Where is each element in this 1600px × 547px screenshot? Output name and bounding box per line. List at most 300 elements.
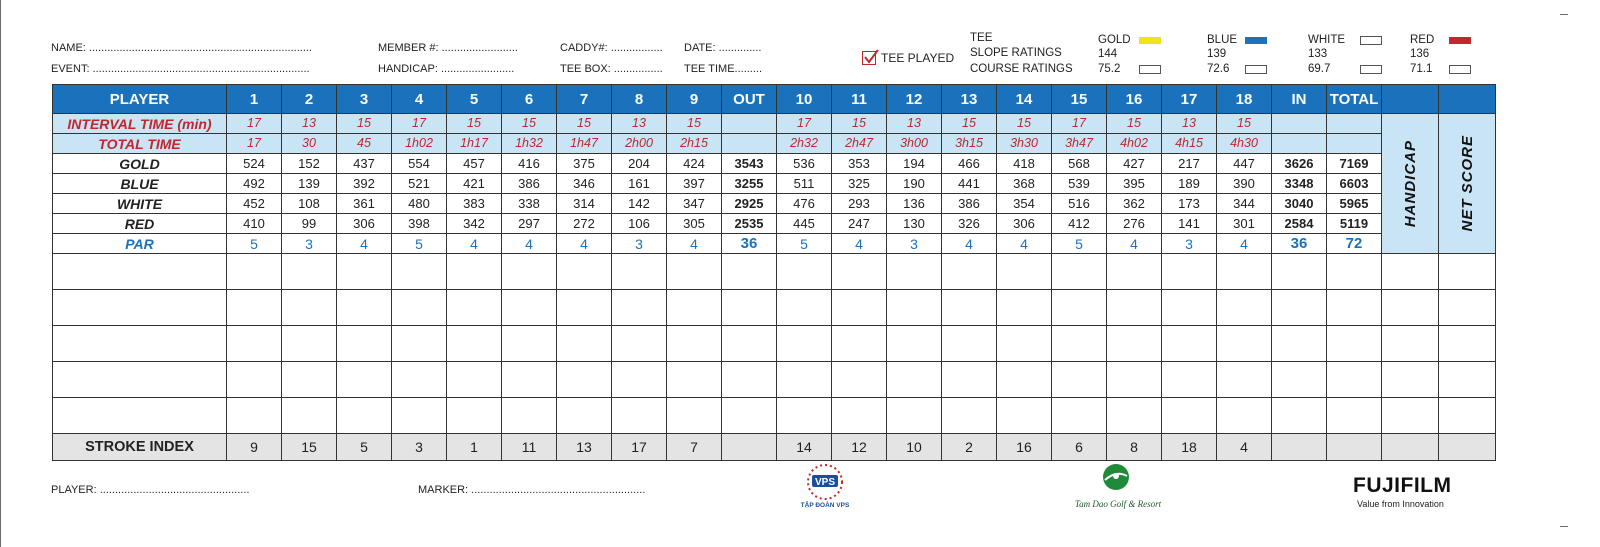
player-name-cell[interactable] bbox=[53, 254, 227, 290]
score-cell[interactable] bbox=[1162, 326, 1217, 362]
stroke-index-label: STROKE INDEX bbox=[53, 434, 227, 461]
red-tee-name: RED bbox=[1410, 34, 1435, 46]
score-cell[interactable] bbox=[1162, 398, 1217, 434]
total-time-cell: 4h02 bbox=[1107, 134, 1162, 154]
white-course: 69.7 bbox=[1308, 63, 1331, 75]
yardage-cell: 361 bbox=[337, 194, 392, 214]
hole-number-header: 5 bbox=[447, 85, 502, 114]
score-cell[interactable] bbox=[1107, 254, 1162, 290]
yardage-cell: 190 bbox=[887, 174, 942, 194]
tee-played-checkbox[interactable] bbox=[862, 51, 876, 65]
score-cell[interactable] bbox=[1272, 254, 1327, 290]
yardage-cell: 247 bbox=[832, 214, 887, 234]
interval-cell: 13 bbox=[612, 114, 667, 134]
par-cell: 3 bbox=[612, 234, 667, 254]
hole-number-header: 11 bbox=[832, 85, 887, 114]
score-cell[interactable] bbox=[392, 362, 447, 398]
tee-time-field[interactable]: TEE TIME......... bbox=[684, 63, 763, 75]
hole-number-header: 4 bbox=[392, 85, 447, 114]
par-cell: 4 bbox=[832, 234, 887, 254]
score-cell[interactable] bbox=[1327, 398, 1382, 434]
yardage-cell: 314 bbox=[557, 194, 612, 214]
yardage-cell: 362 bbox=[1107, 194, 1162, 214]
par-cell: 5 bbox=[1052, 234, 1107, 254]
score-cell[interactable] bbox=[282, 290, 337, 326]
total-time-cell: 2h15 bbox=[667, 134, 722, 154]
player-name-cell[interactable] bbox=[53, 362, 227, 398]
score-cell[interactable] bbox=[1382, 254, 1439, 290]
yardage-cell: 136 bbox=[887, 194, 942, 214]
out-par: 36 bbox=[722, 234, 777, 254]
score-cell[interactable] bbox=[282, 362, 337, 398]
score-cell[interactable] bbox=[997, 326, 1052, 362]
score-cell[interactable] bbox=[502, 254, 557, 290]
score-cell[interactable] bbox=[612, 362, 667, 398]
interval-cell: 15 bbox=[502, 114, 557, 134]
in-yardage: 3626 bbox=[1272, 154, 1327, 174]
player-signature-field[interactable]: PLAYER: ................................................. bbox=[51, 484, 250, 496]
score-cell[interactable] bbox=[722, 254, 777, 290]
page-edge-left bbox=[0, 0, 1, 547]
score-cell[interactable] bbox=[997, 254, 1052, 290]
yardage-cell: 480 bbox=[392, 194, 447, 214]
score-cell[interactable] bbox=[557, 362, 612, 398]
score-cell[interactable] bbox=[1217, 362, 1272, 398]
yardage-cell: 306 bbox=[997, 214, 1052, 234]
hole-number-header: 2 bbox=[282, 85, 337, 114]
yardage-cell: 297 bbox=[502, 214, 557, 234]
yardage-cell: 152 bbox=[282, 154, 337, 174]
yardage-cell: 397 bbox=[667, 174, 722, 194]
yardage-row-blue bbox=[53, 174, 1496, 194]
score-cell[interactable] bbox=[997, 362, 1052, 398]
score-cell[interactable] bbox=[227, 362, 282, 398]
stroke-index-cell: 10 bbox=[887, 434, 942, 461]
score-entry-row bbox=[53, 326, 1496, 362]
score-cell[interactable] bbox=[1327, 290, 1382, 326]
yardage-cell: 173 bbox=[1162, 194, 1217, 214]
total-time-cell: 2h47 bbox=[832, 134, 887, 154]
score-cell[interactable] bbox=[1327, 326, 1382, 362]
stroke-index-cell: 7 bbox=[667, 434, 722, 461]
score-cell[interactable] bbox=[447, 362, 502, 398]
yardage-cell: 344 bbox=[1217, 194, 1272, 214]
yardage-cell: 457 bbox=[447, 154, 502, 174]
blue-slope: 139 bbox=[1207, 48, 1227, 60]
stroke-index-cell: 18 bbox=[1162, 434, 1217, 461]
red-slope: 136 bbox=[1410, 48, 1430, 60]
total-time-total-blank bbox=[1327, 134, 1382, 154]
hole-number-header: 10 bbox=[777, 85, 832, 114]
yardage-cell: 276 bbox=[1107, 214, 1162, 234]
score-cell[interactable] bbox=[502, 326, 557, 362]
total-time-cell: 2h32 bbox=[777, 134, 832, 154]
yardage-cell: 452 bbox=[227, 194, 282, 214]
score-cell[interactable] bbox=[447, 398, 502, 434]
score-cell[interactable] bbox=[997, 398, 1052, 434]
score-cell[interactable] bbox=[1382, 290, 1439, 326]
interval-cell: 15 bbox=[557, 114, 612, 134]
tee-label: BLUE bbox=[53, 174, 227, 194]
yardage-cell: 437 bbox=[337, 154, 392, 174]
score-cell[interactable] bbox=[777, 326, 832, 362]
total-time-cell: 30 bbox=[282, 134, 337, 154]
score-cell[interactable] bbox=[227, 326, 282, 362]
total-time-cell: 1h02 bbox=[392, 134, 447, 154]
in-header: IN bbox=[1272, 85, 1327, 114]
score-cell[interactable] bbox=[667, 326, 722, 362]
stroke-index-cell: 1 bbox=[447, 434, 502, 461]
stroke-index-cell: 8 bbox=[1107, 434, 1162, 461]
total-yardage: 7169 bbox=[1327, 154, 1382, 174]
interval-cell: 17 bbox=[227, 114, 282, 134]
score-cell[interactable] bbox=[887, 254, 942, 290]
name-field[interactable]: NAME: ......................................................................... bbox=[51, 42, 312, 54]
gold-slope: 144 bbox=[1098, 48, 1118, 60]
score-cell[interactable] bbox=[392, 290, 447, 326]
score-cell[interactable] bbox=[997, 290, 1052, 326]
score-cell[interactable] bbox=[502, 362, 557, 398]
yardage-cell: 524 bbox=[227, 154, 282, 174]
interval-cell: 15 bbox=[832, 114, 887, 134]
yardage-cell: 108 bbox=[282, 194, 337, 214]
score-cell[interactable] bbox=[1217, 290, 1272, 326]
score-cell[interactable] bbox=[1439, 398, 1496, 434]
out-header: OUT bbox=[722, 85, 777, 114]
par-cell: 4 bbox=[942, 234, 997, 254]
tee-row-label: TEE bbox=[970, 32, 993, 44]
red-course-box bbox=[1449, 65, 1471, 74]
yardage-cell: 386 bbox=[942, 194, 997, 214]
total-time-cell: 2h00 bbox=[612, 134, 667, 154]
slope-row-label: SLOPE RATINGS bbox=[970, 47, 1062, 59]
interval-cell: 15 bbox=[667, 114, 722, 134]
stroke-index-cell: 2 bbox=[942, 434, 997, 461]
total-time-cell: 1h32 bbox=[502, 134, 557, 154]
score-cell[interactable] bbox=[1382, 326, 1439, 362]
interval-cell: 15 bbox=[997, 114, 1052, 134]
handicap-field[interactable]: HANDICAP: ........................ bbox=[378, 63, 515, 75]
gold-course: 75.2 bbox=[1098, 63, 1121, 75]
score-cell[interactable] bbox=[1327, 254, 1382, 290]
score-cell[interactable] bbox=[777, 398, 832, 434]
interval-cell: 15 bbox=[1217, 114, 1272, 134]
white-course-box bbox=[1360, 65, 1382, 74]
score-cell[interactable] bbox=[447, 290, 502, 326]
score-cell[interactable] bbox=[337, 398, 392, 434]
score-cell[interactable] bbox=[557, 254, 612, 290]
score-cell[interactable] bbox=[1052, 254, 1107, 290]
member-field[interactable]: MEMBER #: ......................... bbox=[378, 42, 518, 54]
yardage-cell: 204 bbox=[612, 154, 667, 174]
player-name-cell[interactable] bbox=[53, 290, 227, 326]
player-name-cell[interactable] bbox=[53, 326, 227, 362]
event-field[interactable]: EVENT: ....................................................................... bbox=[51, 63, 310, 75]
yardage-cell: 383 bbox=[447, 194, 502, 214]
yardage-cell: 492 bbox=[227, 174, 282, 194]
total-yardage: 5119 bbox=[1327, 214, 1382, 234]
fujifilm-tagline: Value from Innovation bbox=[1357, 499, 1444, 509]
total-time-in-blank bbox=[1272, 134, 1327, 154]
score-cell[interactable] bbox=[227, 398, 282, 434]
player-header: PLAYER bbox=[53, 85, 227, 114]
score-cell[interactable] bbox=[392, 254, 447, 290]
score-cell[interactable] bbox=[777, 362, 832, 398]
stroke-index-cell: 14 bbox=[777, 434, 832, 461]
yardage-cell: 106 bbox=[612, 214, 667, 234]
interval-cell: 17 bbox=[392, 114, 447, 134]
score-cell[interactable] bbox=[942, 290, 997, 326]
gold-tee-name: GOLD bbox=[1098, 34, 1131, 46]
yardage-cell: 272 bbox=[557, 214, 612, 234]
interval-time-label: INTERVAL TIME (min) bbox=[53, 114, 227, 134]
yardage-cell: 416 bbox=[502, 154, 557, 174]
yardage-cell: 346 bbox=[557, 174, 612, 194]
yardage-cell: 305 bbox=[667, 214, 722, 234]
score-cell[interactable] bbox=[1439, 290, 1496, 326]
score-cell[interactable] bbox=[887, 398, 942, 434]
vps-logo-text: VPS bbox=[814, 477, 836, 488]
stroke-index-cell: 15 bbox=[282, 434, 337, 461]
score-cell[interactable] bbox=[722, 398, 777, 434]
course-row-label: COURSE RATINGS bbox=[970, 63, 1073, 75]
score-cell[interactable] bbox=[1052, 398, 1107, 434]
yardage-cell: 445 bbox=[777, 214, 832, 234]
score-cell[interactable] bbox=[612, 326, 667, 362]
blue-course: 72.6 bbox=[1207, 63, 1230, 75]
yardage-cell: 142 bbox=[612, 194, 667, 214]
score-cell[interactable] bbox=[667, 362, 722, 398]
score-cell[interactable] bbox=[557, 290, 612, 326]
out-yardage: 2925 bbox=[722, 194, 777, 214]
score-cell[interactable] bbox=[1439, 326, 1496, 362]
interval-cell: 17 bbox=[777, 114, 832, 134]
gold-course-box bbox=[1139, 65, 1161, 74]
par-cell: 4 bbox=[337, 234, 392, 254]
score-cell[interactable] bbox=[392, 398, 447, 434]
score-cell[interactable] bbox=[942, 362, 997, 398]
stroke-index-total-blank bbox=[1327, 434, 1382, 461]
score-cell[interactable] bbox=[887, 290, 942, 326]
score-cell[interactable] bbox=[1382, 362, 1439, 398]
yardage-cell: 293 bbox=[832, 194, 887, 214]
hole-number-header: 12 bbox=[887, 85, 942, 114]
score-cell[interactable] bbox=[1272, 290, 1327, 326]
stroke-index-cell: 3 bbox=[392, 434, 447, 461]
score-cell[interactable] bbox=[612, 290, 667, 326]
interval-out-blank bbox=[722, 114, 777, 134]
par-cell: 4 bbox=[997, 234, 1052, 254]
hole-number-header: 14 bbox=[997, 85, 1052, 114]
yardage-cell: 476 bbox=[777, 194, 832, 214]
total-time-cell: 17 bbox=[227, 134, 282, 154]
score-cell[interactable] bbox=[722, 290, 777, 326]
score-cell[interactable] bbox=[887, 362, 942, 398]
score-cell[interactable] bbox=[722, 362, 777, 398]
score-entry-row bbox=[53, 398, 1496, 434]
score-cell[interactable] bbox=[667, 254, 722, 290]
stroke-index-net-blank bbox=[1439, 434, 1496, 461]
score-cell[interactable] bbox=[612, 398, 667, 434]
score-cell[interactable] bbox=[887, 326, 942, 362]
score-cell[interactable] bbox=[1107, 398, 1162, 434]
tam-dao-caption: Tam Dao Golf & Resort bbox=[1074, 499, 1162, 509]
score-cell[interactable] bbox=[337, 326, 392, 362]
hole-number-header: 3 bbox=[337, 85, 392, 114]
score-cell[interactable] bbox=[337, 362, 392, 398]
stroke-index-cell: 16 bbox=[997, 434, 1052, 461]
total-yardage: 5965 bbox=[1327, 194, 1382, 214]
handicap-label: HANDICAP bbox=[1401, 139, 1419, 228]
score-cell[interactable] bbox=[1217, 398, 1272, 434]
score-cell[interactable] bbox=[282, 254, 337, 290]
total-yardage: 6603 bbox=[1327, 174, 1382, 194]
par-cell: 3 bbox=[282, 234, 337, 254]
score-cell[interactable] bbox=[392, 326, 447, 362]
interval-cell: 15 bbox=[1107, 114, 1162, 134]
yardage-cell: 516 bbox=[1052, 194, 1107, 214]
total-time-cell: 3h30 bbox=[997, 134, 1052, 154]
yardage-cell: 392 bbox=[337, 174, 392, 194]
score-cell[interactable] bbox=[1162, 254, 1217, 290]
score-cell[interactable] bbox=[667, 398, 722, 434]
score-cell[interactable] bbox=[1272, 398, 1327, 434]
yardage-cell: 568 bbox=[1052, 154, 1107, 174]
score-cell[interactable] bbox=[942, 326, 997, 362]
yardage-cell: 511 bbox=[777, 174, 832, 194]
score-cell[interactable] bbox=[1162, 290, 1217, 326]
score-cell[interactable] bbox=[337, 254, 392, 290]
score-entry-row bbox=[53, 290, 1496, 326]
score-cell[interactable] bbox=[1382, 398, 1439, 434]
par-cell: 4 bbox=[447, 234, 502, 254]
score-cell[interactable] bbox=[942, 398, 997, 434]
yardage-cell: 427 bbox=[1107, 154, 1162, 174]
score-cell[interactable] bbox=[832, 362, 887, 398]
in-par: 36 bbox=[1272, 234, 1327, 254]
stroke-index-out-blank bbox=[722, 434, 777, 461]
yardage-cell: 130 bbox=[887, 214, 942, 234]
date-field[interactable]: DATE: .............. bbox=[684, 42, 762, 54]
marker-signature-field[interactable]: MARKER: ......................................................... bbox=[418, 484, 646, 496]
score-cell[interactable] bbox=[1217, 254, 1272, 290]
score-cell[interactable] bbox=[227, 254, 282, 290]
yardage-cell: 326 bbox=[942, 214, 997, 234]
par-cell: 4 bbox=[1107, 234, 1162, 254]
total-time-cell: 3h47 bbox=[1052, 134, 1107, 154]
score-cell[interactable] bbox=[502, 290, 557, 326]
score-cell[interactable] bbox=[832, 290, 887, 326]
score-cell[interactable] bbox=[557, 326, 612, 362]
stroke-index-cell: 12 bbox=[832, 434, 887, 461]
yardage-cell: 539 bbox=[1052, 174, 1107, 194]
player-name-cell[interactable] bbox=[53, 398, 227, 434]
score-cell[interactable] bbox=[1107, 362, 1162, 398]
total-time-cell: 4h15 bbox=[1162, 134, 1217, 154]
in-yardage: 3040 bbox=[1272, 194, 1327, 214]
blue-tee-name: BLUE bbox=[1207, 34, 1238, 46]
score-cell[interactable] bbox=[557, 398, 612, 434]
score-cell[interactable] bbox=[832, 326, 887, 362]
score-cell[interactable] bbox=[337, 290, 392, 326]
yardage-cell: 398 bbox=[392, 214, 447, 234]
interval-cell: 13 bbox=[887, 114, 942, 134]
score-cell[interactable] bbox=[1327, 362, 1382, 398]
score-cell[interactable] bbox=[1217, 326, 1272, 362]
total-time-cell: 3h00 bbox=[887, 134, 942, 154]
score-cell[interactable] bbox=[612, 254, 667, 290]
score-entry-row bbox=[53, 362, 1496, 398]
net-score-header bbox=[1439, 85, 1496, 114]
score-cell[interactable] bbox=[777, 254, 832, 290]
score-cell[interactable] bbox=[1052, 362, 1107, 398]
score-cell[interactable] bbox=[942, 254, 997, 290]
total-time-cell: 1h17 bbox=[447, 134, 502, 154]
stroke-index-cell: 17 bbox=[612, 434, 667, 461]
score-cell[interactable] bbox=[282, 398, 337, 434]
checkmark-icon bbox=[863, 49, 879, 65]
score-cell[interactable] bbox=[1052, 290, 1107, 326]
score-cell[interactable] bbox=[1162, 362, 1217, 398]
yardage-cell: 375 bbox=[557, 154, 612, 174]
score-cell[interactable] bbox=[1439, 254, 1496, 290]
score-entry-row bbox=[53, 254, 1496, 290]
par-cell: 5 bbox=[227, 234, 282, 254]
score-cell[interactable] bbox=[1107, 290, 1162, 326]
yardage-cell: 347 bbox=[667, 194, 722, 214]
score-cell[interactable] bbox=[447, 326, 502, 362]
hole-number-header: 6 bbox=[502, 85, 557, 114]
score-cell[interactable] bbox=[1052, 326, 1107, 362]
score-cell[interactable] bbox=[832, 398, 887, 434]
header-row bbox=[53, 85, 1496, 114]
interval-cell: 13 bbox=[282, 114, 337, 134]
tee-box-field[interactable]: TEE BOX: ................ bbox=[560, 63, 663, 75]
score-cell[interactable] bbox=[227, 290, 282, 326]
in-yardage: 3348 bbox=[1272, 174, 1327, 194]
score-cell[interactable] bbox=[447, 254, 502, 290]
score-cell[interactable] bbox=[1439, 362, 1496, 398]
interval-total-blank bbox=[1327, 114, 1382, 134]
hole-number-header: 16 bbox=[1107, 85, 1162, 114]
crop-mark bbox=[1560, 526, 1568, 527]
hole-number-header: 15 bbox=[1052, 85, 1107, 114]
score-cell[interactable] bbox=[832, 254, 887, 290]
score-cell[interactable] bbox=[1107, 326, 1162, 362]
score-cell[interactable] bbox=[1272, 362, 1327, 398]
yardage-cell: 395 bbox=[1107, 174, 1162, 194]
stroke-index-cell: 13 bbox=[557, 434, 612, 461]
score-cell[interactable] bbox=[502, 398, 557, 434]
par-cell: 4 bbox=[1217, 234, 1272, 254]
interval-cell: 15 bbox=[447, 114, 502, 134]
stroke-index-row bbox=[53, 434, 1496, 461]
score-cell[interactable] bbox=[667, 290, 722, 326]
handicap-column-label bbox=[1382, 114, 1439, 254]
score-cell[interactable] bbox=[722, 326, 777, 362]
yardage-cell: 390 bbox=[1217, 174, 1272, 194]
score-cell[interactable] bbox=[1272, 326, 1327, 362]
hole-number-header: 18 bbox=[1217, 85, 1272, 114]
score-cell[interactable] bbox=[282, 326, 337, 362]
yardage-cell: 536 bbox=[777, 154, 832, 174]
caddy-field[interactable]: CADDY#: ................. bbox=[560, 42, 663, 54]
yardage-cell: 189 bbox=[1162, 174, 1217, 194]
yardage-cell: 521 bbox=[392, 174, 447, 194]
interval-cell: 13 bbox=[1162, 114, 1217, 134]
tee-label: RED bbox=[53, 214, 227, 234]
score-cell[interactable] bbox=[777, 290, 832, 326]
